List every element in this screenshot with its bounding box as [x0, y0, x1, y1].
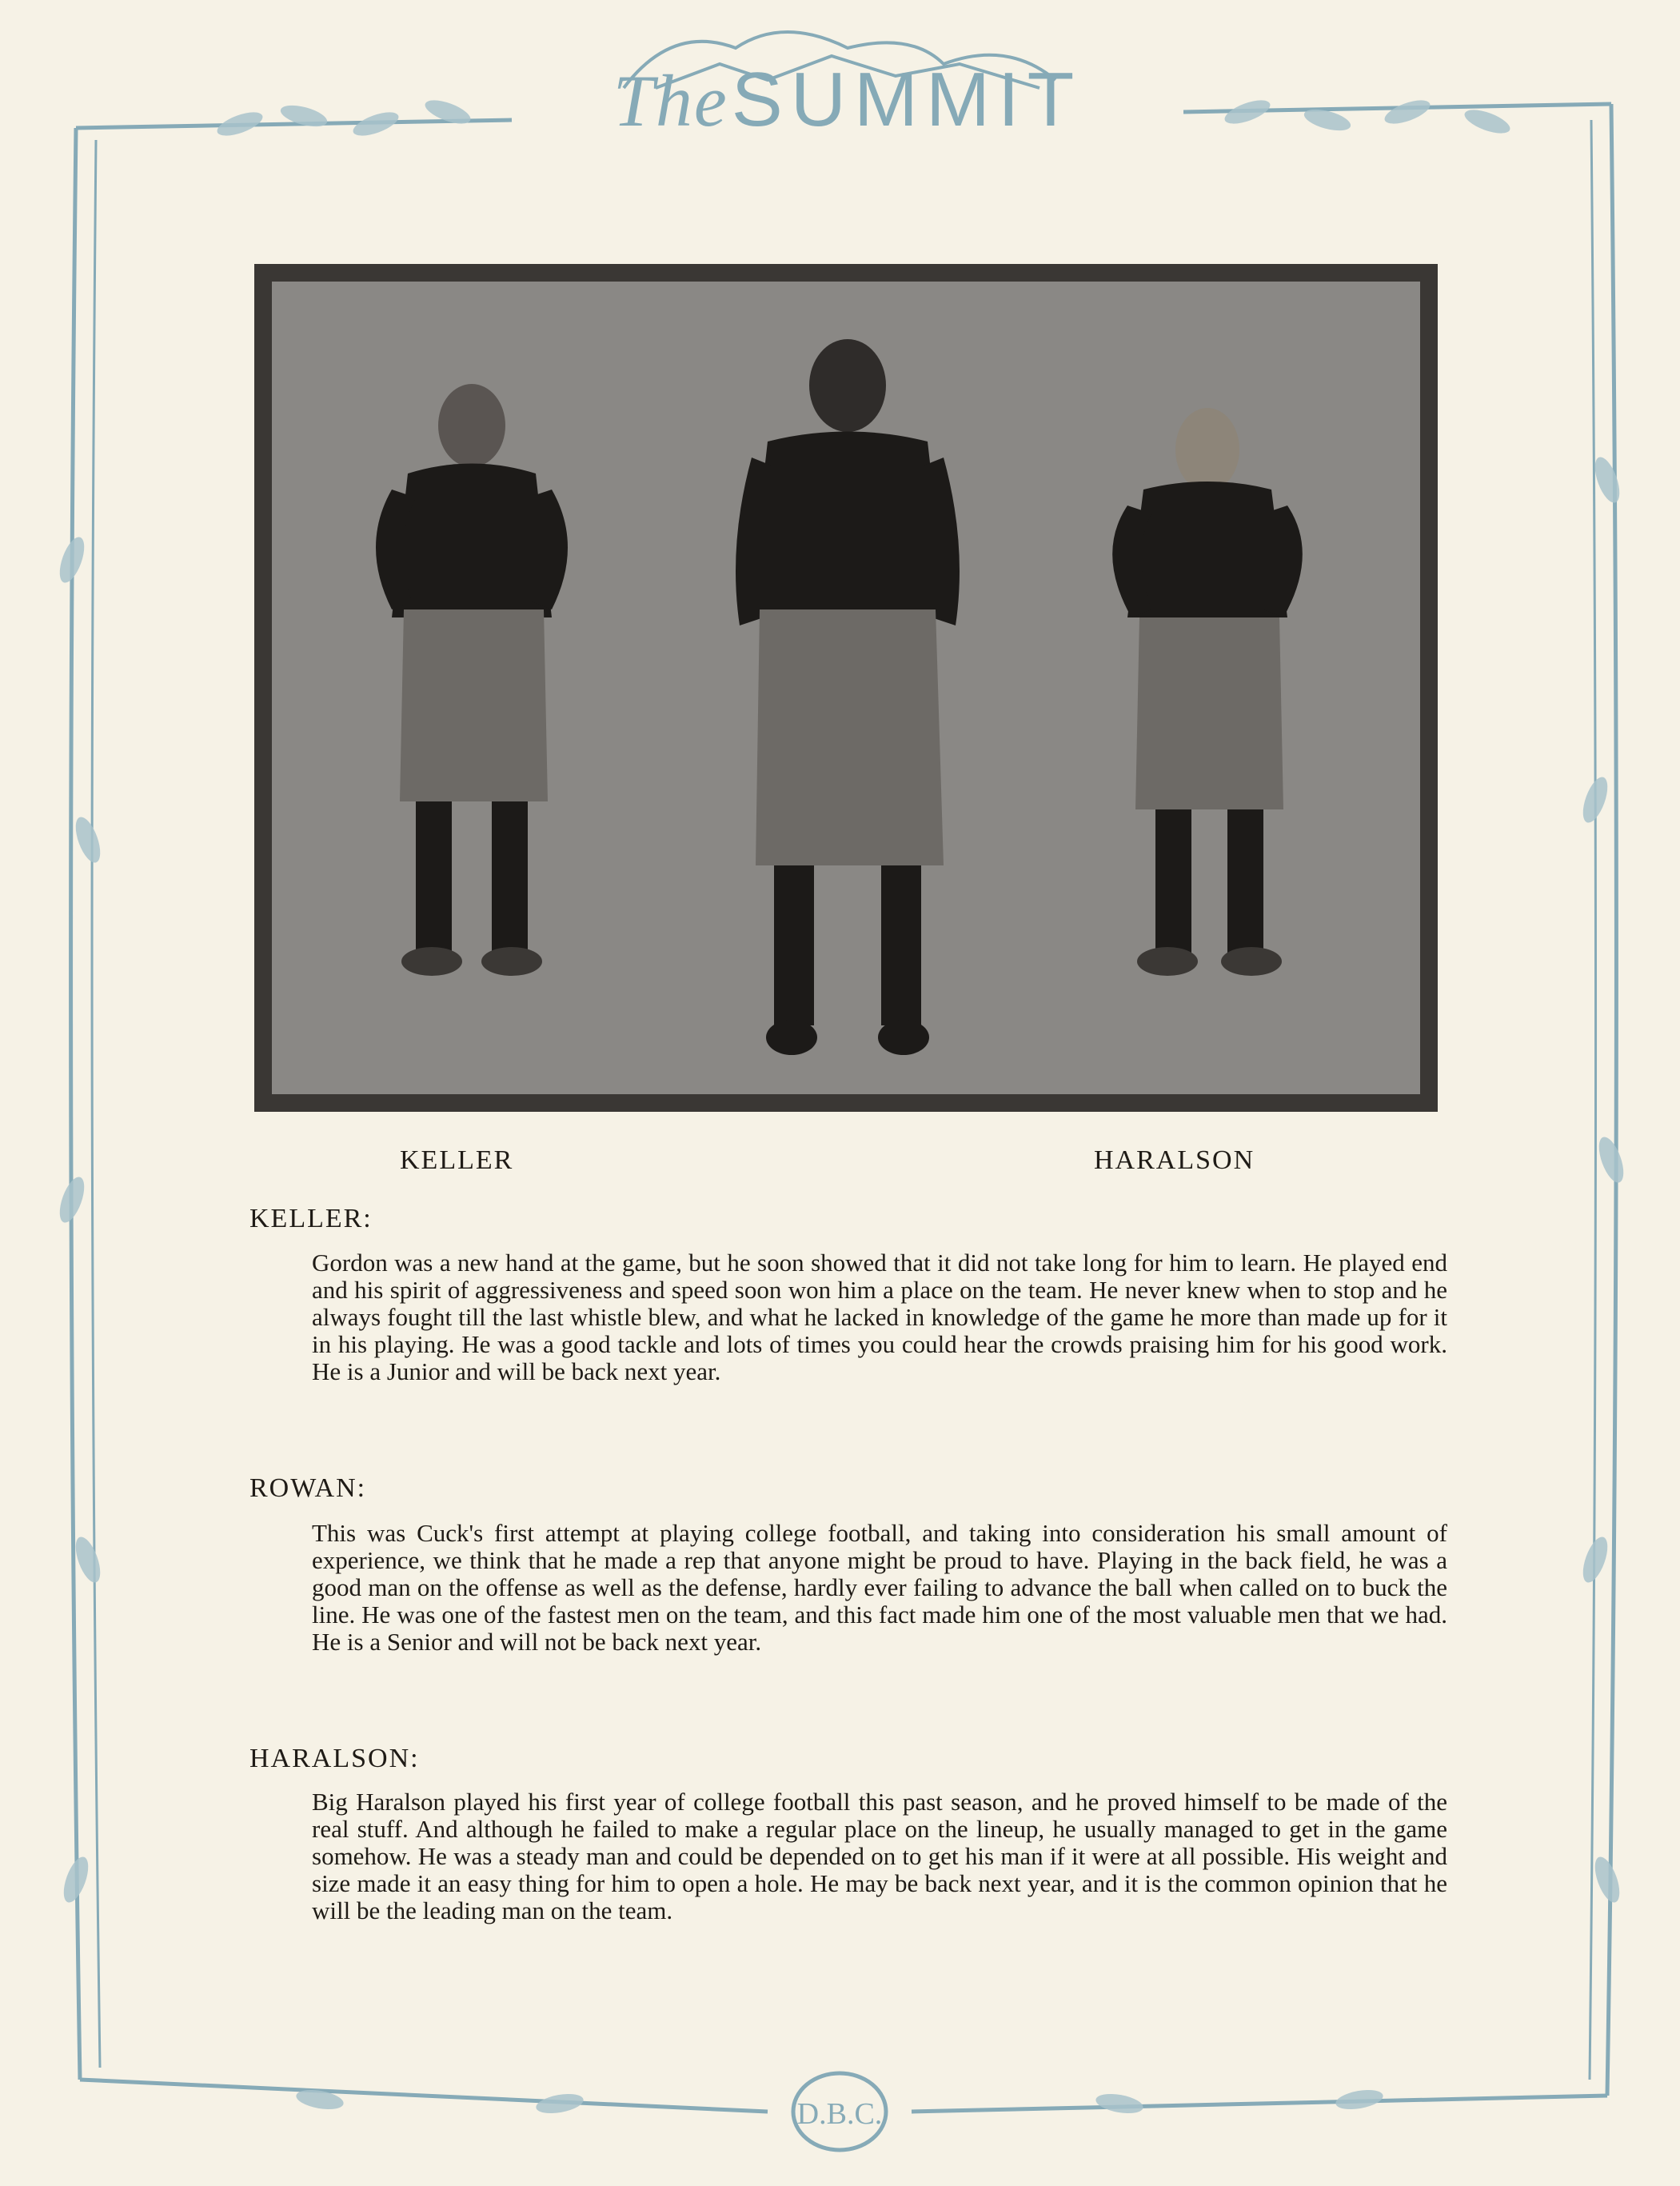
dbc-monogram-text: D.B.C.	[796, 2097, 883, 2131]
player-keller	[376, 384, 568, 976]
player-rowan	[736, 339, 960, 1055]
section-text-rowan: This was Cuck's first attempt at playing college football, and taking into consideration his small amount of experience, we think that he made a rep that anyone might be proud to have. Playing in the back field, he was a good man on the offense as well as the defense, hardly ever failing to advance the ball when called on to buck the line. He was one of the fastest men on the team, and this fact made him one of the most valuable men that we had. He is a Senior and will not be back next year.	[312, 1519, 1447, 1656]
section-heading-keller: KELLER:	[249, 1204, 373, 1233]
masthead	[512, 56, 1183, 144]
section-heading-rowan: ROWAN:	[249, 1473, 367, 1503]
dbc-monogram	[788, 2068, 892, 2156]
caption-left: KELLER	[400, 1145, 514, 1175]
team-photo	[254, 264, 1438, 1112]
section-text-haralson: Big Haralson played his first year of college football this past season, and he proved himself to be made of the real stuff. And although he failed to make a regular place on the lineup, he usually managed to get in the game somehow. He was a steady man and could be depended on to get his man if it were at all possible. His weight and size made it an easy thing for him to open a hole. He may be back next year, and it is the common opinion that he will be the leading man on the team.	[312, 1788, 1447, 1924]
masthead-summit: SUMMIT	[731, 57, 1083, 142]
player-haralson	[1112, 408, 1303, 976]
caption-right: HARALSON	[1094, 1145, 1255, 1175]
photo-background	[272, 282, 1420, 1094]
section-heading-haralson: HARALSON:	[249, 1744, 420, 1773]
masthead-the: The	[613, 60, 728, 142]
players-illustration	[272, 282, 1420, 1094]
section-text-keller: Gordon was a new hand at the game, but he soon showed that it did not take long for him to learn. He played end and his spirit of aggressiveness and speed soon won him a place on the team. He never knew when to stop and he always fought till the last whistle blew, and what he lacked in knowledge of the game he more than made up for it in his playing. He was a good tackle and lots of times you could hear the crowds praising him for his good work. He is a Junior and will be back next year.	[312, 1249, 1447, 1385]
